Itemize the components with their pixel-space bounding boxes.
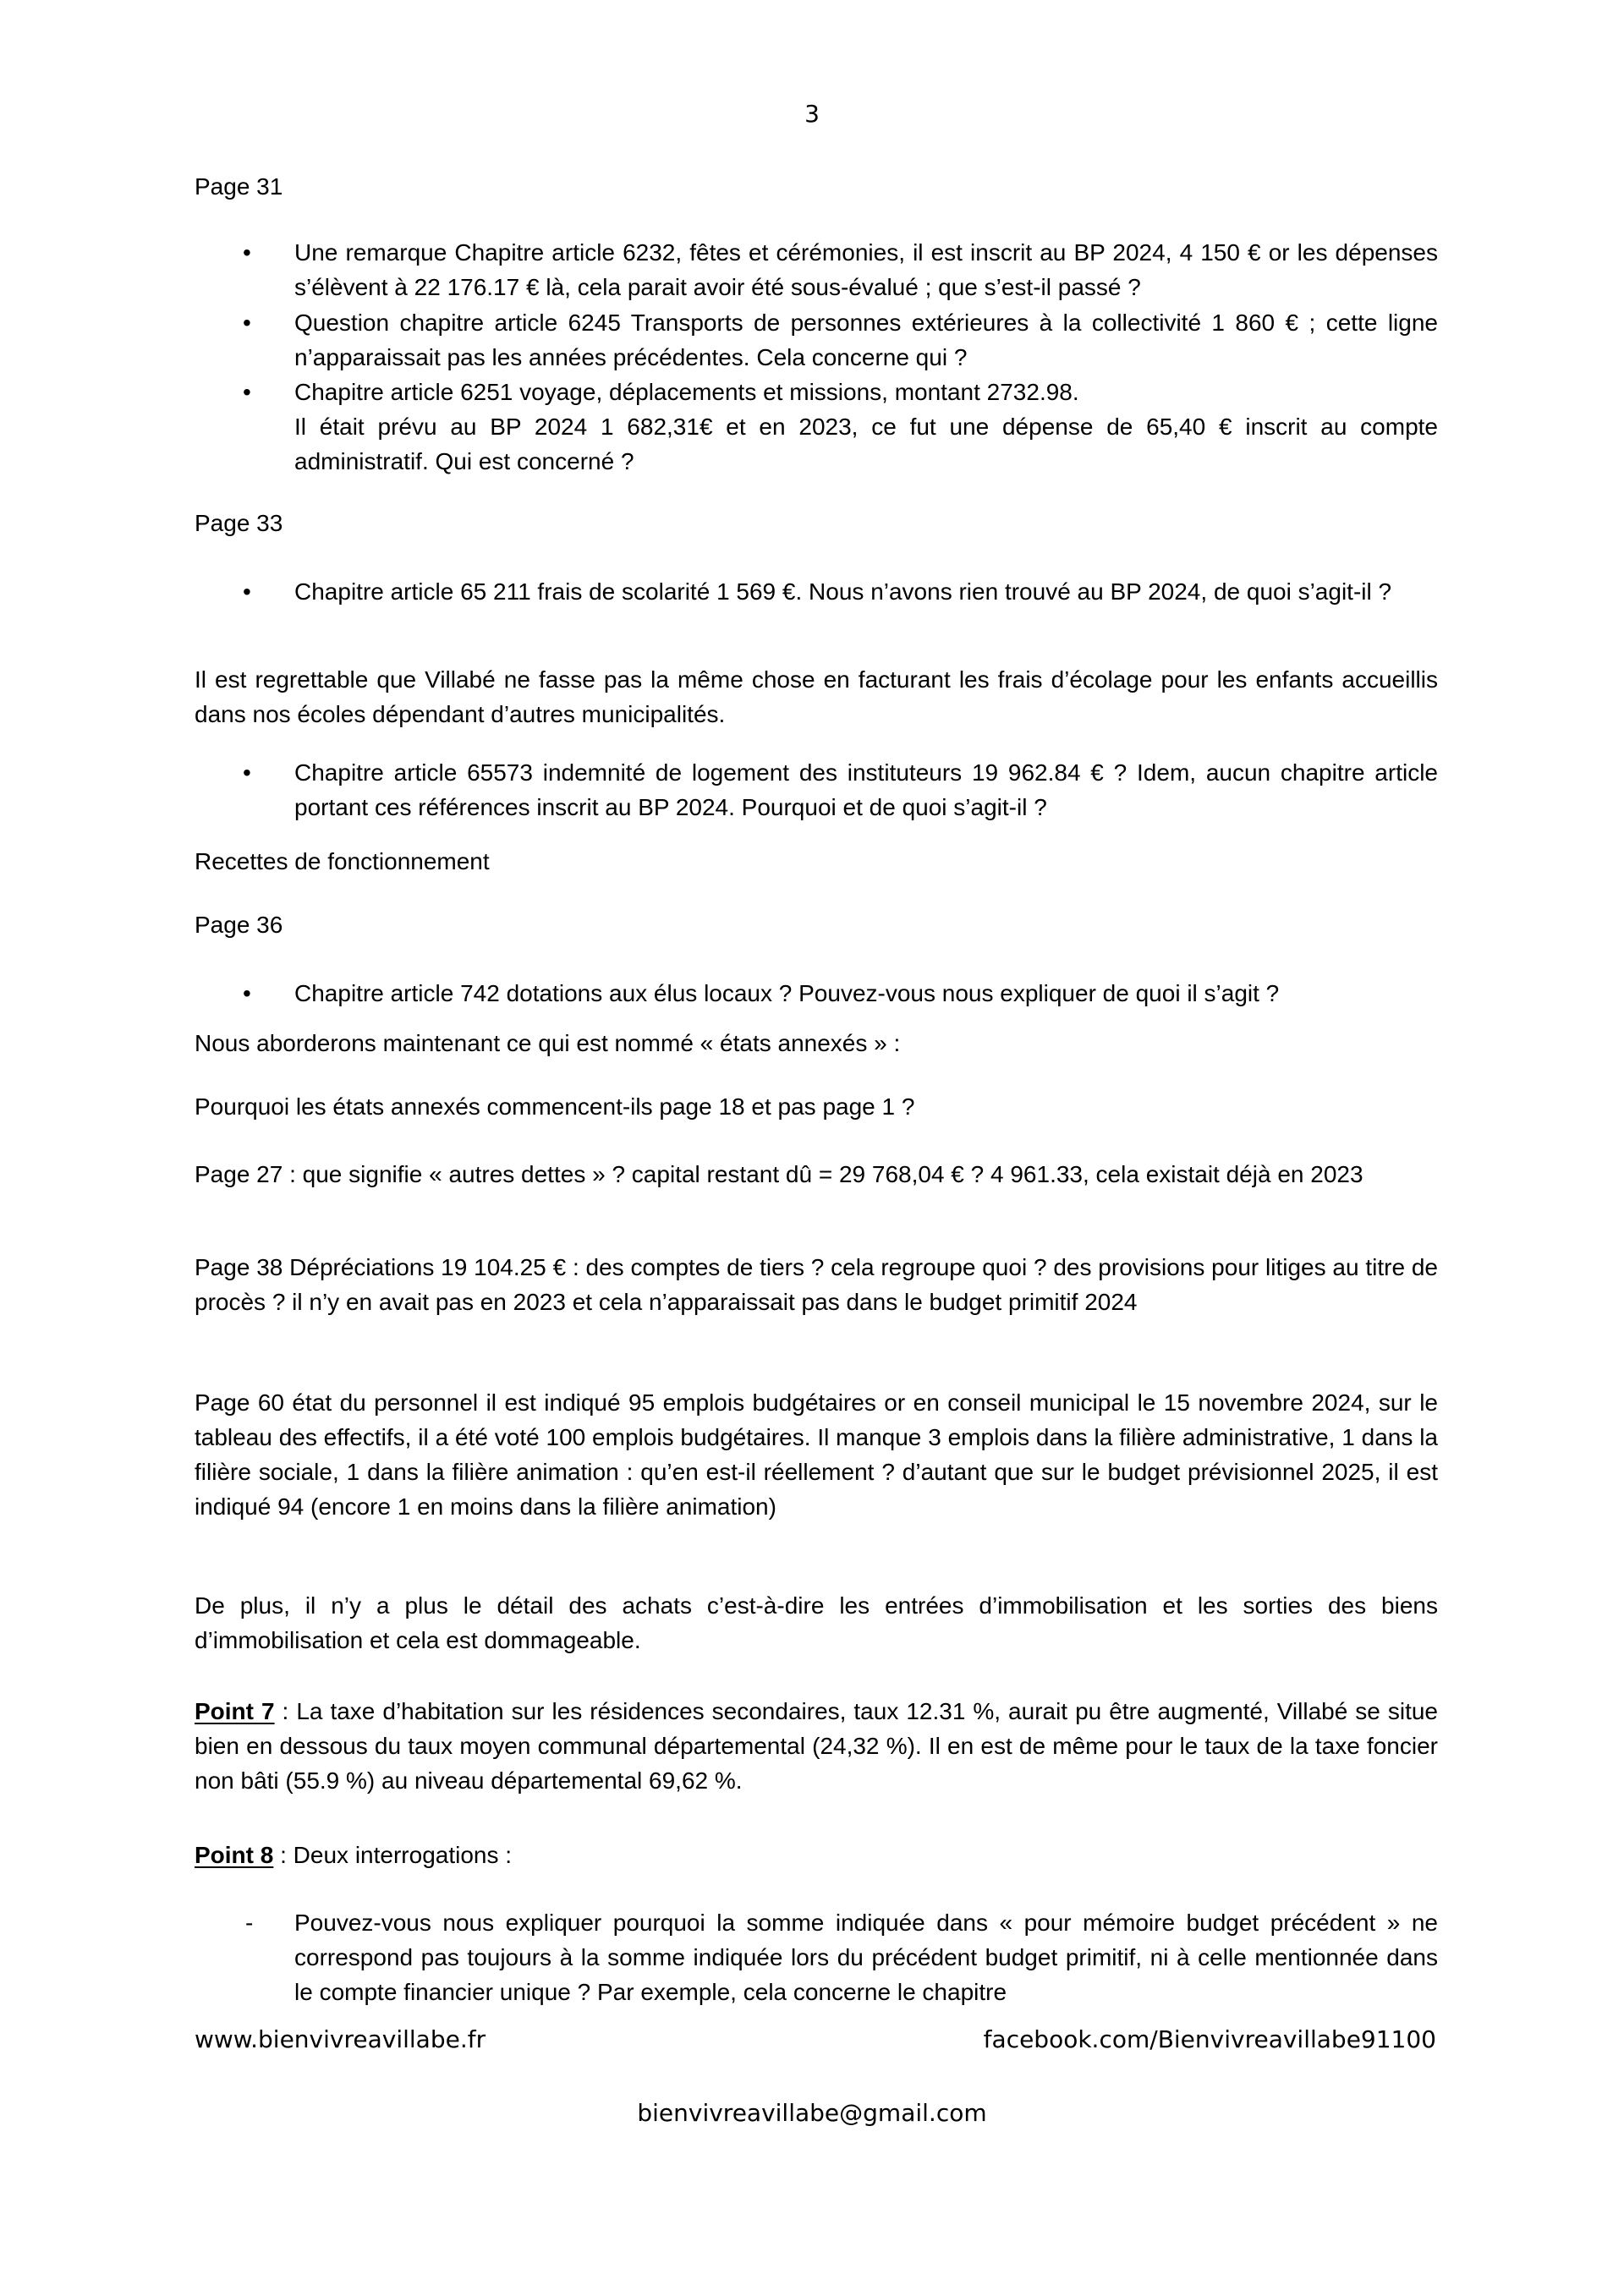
footer-email-link[interactable]: bienvivreavillabe@gmail.com	[637, 2099, 987, 2127]
point-7-text: : La taxe d’habitation sur les résidences secondaires, taux 12.31 %, aurait pu être augmenté, Villabé se situe bien en dessous du taux moyen communal départemental (24,32 %). Il en est de même pour le taux de la taxe foncier non bâti (55.9 %) au niveau départemental 69,62 %.	[195, 1698, 1439, 1794]
page-number: 3	[804, 100, 820, 128]
paragraph-de-plus: De plus, il n’y a plus le détail des achats c’est-à-dire les entrées d’immobilisation et les sorties des biens d’immobilisation et cela est dommageable.	[195, 1592, 1438, 1653]
paragraph-annexes-intro: Nous aborderons maintenant ce qui est nommé « états annexés » :	[195, 1030, 901, 1056]
bullet-icon: •	[243, 379, 251, 405]
section-heading-page-36: Page 36	[195, 912, 283, 938]
list-item: Question chapitre article 6245 Transports de personnes extérieures à la collectivité 1 860 € ; cette ligne n’apparaissait pas les années précédentes. Cela concerne qui ?	[294, 310, 1438, 370]
list-item-text: Chapitre article 6251 voyage, déplacements et missions, montant 2732.98.	[294, 379, 1079, 405]
point-8-text: : Deux interrogations :	[273, 1842, 513, 1868]
list-item	[294, 375, 1438, 479]
paragraph-page-60: Page 60 état du personnel il est indiqué 95 emplois budgétaires or en conseil municipal le 15 novembre 2024, sur le tableau des effectifs, il a été voté 100 emplois budgétaires. Il manque 3 emplois dans la filière administrative, 1 dans la filière sociale, 1 dans la filière animation : qu’en est-il réellement ? d’autant que sur le budget prévisionnel 2025, il est indiqué 94 (encore 1 en moins dans la filière animation)	[195, 1389, 1438, 1520]
point-7-label: Point 7	[195, 1698, 275, 1724]
section-heading-page-33: Page 33	[195, 510, 283, 536]
paragraph-point-8	[195, 1838, 1438, 1872]
list-item: Chapitre article 65 211 frais de scolarité 1 569 €. Nous n’avons rien trouvé au BP 2024, de quoi s’agit-il ?	[294, 578, 1392, 605]
footer-facebook-link[interactable]: facebook.com/Bienvivreavillabe91100	[983, 2025, 1436, 2053]
section-heading-page-31: Page 31	[195, 173, 283, 200]
list-item: Une remarque Chapitre article 6232, fêtes et cérémonies, il est inscrit au BP 2024, 4 150 € or les dépenses s’élèvent à 22 176.17 € là, cela parait avoir été sous-évalué ; que s’est-il passé ?	[294, 239, 1438, 300]
list-item-continuation: Il était prévu au BP 2024 1 682,31€ et en 2023, ce fut une dépense de 65,40 € inscrit au compte administratif. Qui est concerné ?	[294, 414, 1438, 474]
paragraph-annexes-question: Pourquoi les états annexés commencent-ils page 18 et pas page 1 ?	[195, 1093, 915, 1120]
point-8-label: Point 8	[195, 1842, 274, 1868]
paragraph-page-27: Page 27 : que signifie « autres dettes » ? capital restant dû = 29 768,04 € ? 4 961.33, cela existait déjà en 2023	[195, 1161, 1363, 1187]
paragraph: Il est regrettable que Villabé ne fasse pas la même chose en facturant les frais d’écolage pour les enfants accueillis dans nos écoles dépendant d’autres municipalités.	[195, 666, 1438, 727]
footer-website-link[interactable]: www.bienvivreavillabe.fr	[195, 2025, 486, 2053]
section-heading-recettes: Recettes de fonctionnement	[195, 848, 490, 874]
bullet-icon: •	[243, 578, 251, 605]
bullet-icon: •	[243, 239, 251, 266]
list-item: Pouvez-vous nous expliquer pourquoi la somme indiquée dans « pour mémoire budget précédent » ne correspond pas toujours à la somme indiquée lors du précédent budget primitif, ni à celle mentionnée dans le compte financier unique ? Par exemple, cela concerne le chapitre	[294, 1910, 1438, 2005]
paragraph-page-38: Page 38 Dépréciations 19 104.25 € : des comptes de tiers ? cela regroupe quoi ? des provisions pour litiges au titre de procès ? il n’y en avait pas en 2023 et cela n’apparaissait pas dans le budget primitif 2024	[195, 1254, 1438, 1315]
bullet-icon: •	[243, 759, 251, 786]
bullet-icon: •	[243, 980, 251, 1006]
list-item: Chapitre article 742 dotations aux élus locaux ? Pouvez-vous nous expliquer de quoi il s’agit ?	[294, 980, 1280, 1006]
paragraph-point-7	[195, 1694, 1438, 1798]
dash-bullet-icon: -	[245, 1910, 254, 1936]
list-item: Chapitre article 65573 indemnité de logement des instituteurs 19 962.84 € ? Idem, aucun chapitre article portant ces références inscrit au BP 2024. Pourquoi et de quoi s’agit-il ?	[294, 759, 1438, 820]
bullet-icon: •	[243, 310, 251, 336]
